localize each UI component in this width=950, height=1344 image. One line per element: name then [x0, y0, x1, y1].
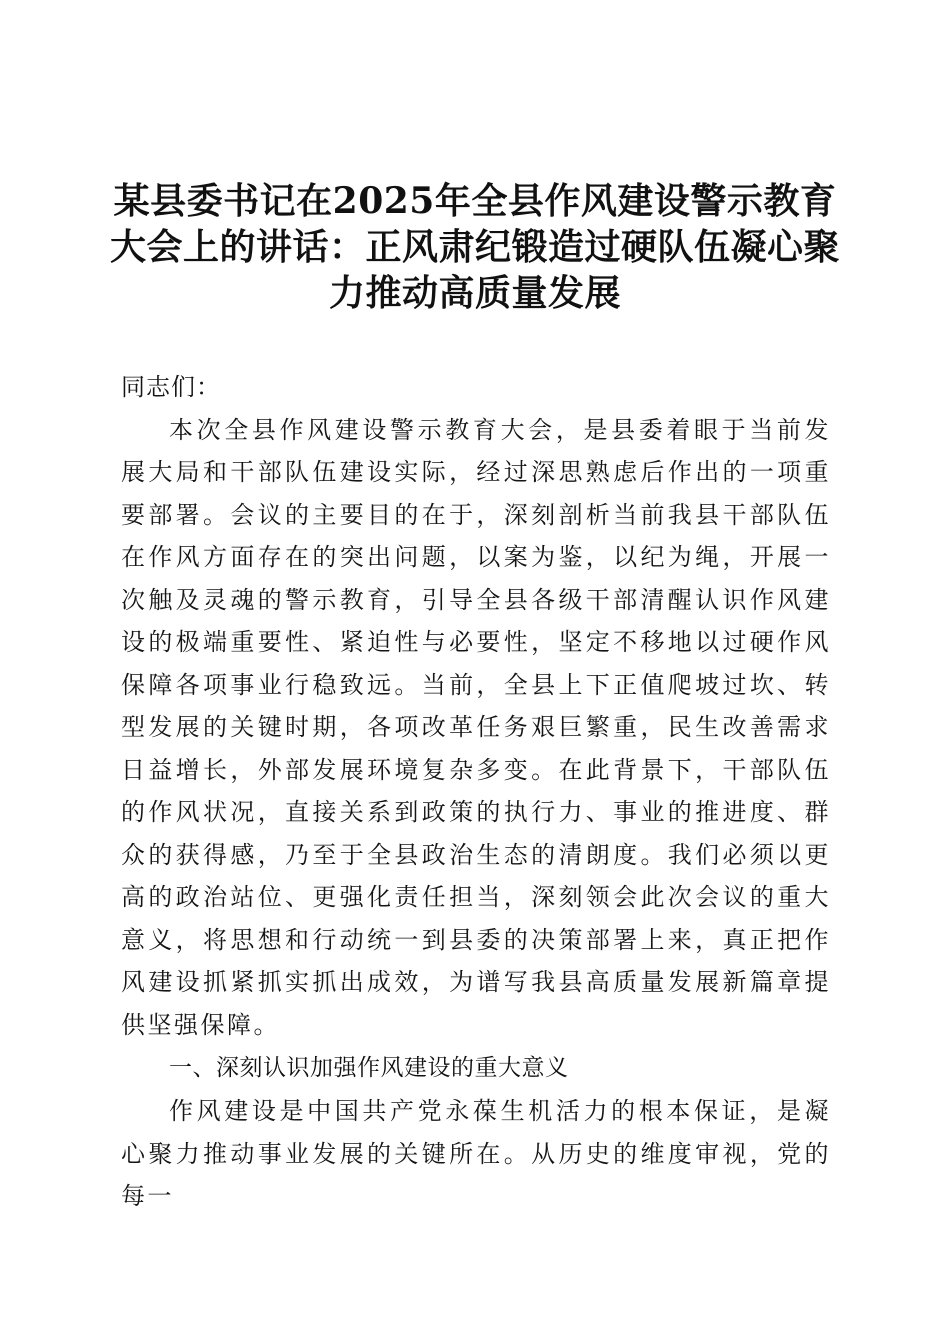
- salutation: 同志们：: [121, 373, 221, 401]
- paragraph-intro: 本次全县作风建设警示教育大会，是县委着眼于当前发展大局和干部队伍建设实际，经过深思熟虑后作出的一项重要部署。会议的主要目的在于，深刻剖析当前我县干部队伍在作风方面存在的突出问题，以案为鉴，以纪为绳，开展一次触及灵魂的警示教育，引导全县各级干部清醒认识作风建设的极端重要性、紧迫性与必要性，坚定不移地以过硬作风保障各项事业行稳致远。当前，全县上下正值爬坡过坎、转型发展的关键时期，各项改革任务艰巨繁重，民生改善需求日益增长，外部发展环境复杂多变。在此背景下，干部队伍的作风状况，直接关系到政策的执行力、事业的推进度、群众的获得感，乃至于全县政治生态的清朗度。我们必须以更高的政治站位、更强化责任担当，深刻领会此次会议的重大意义，将思想和行动统一到县委的决策部署上来，真正把作风建设抓紧抓实抓出成效，为谱写我县高质量发展新篇章提供坚强保障。: [121, 415, 831, 1039]
- document-title: 某县委书记在2025年全县作风建设警示教育大会上的讲话：正风肃纪锻造过硬队伍凝心聚力推动高质量发展: [109, 180, 840, 314]
- section-heading-1: 一、深刻认识加强作风建设的重大意义: [169, 1055, 569, 1081]
- document-body: [121, 366, 831, 1218]
- paragraph-section-1: 作风建设是中国共产党永葆生机活力的根本保证，是凝心聚力推动事业发展的关键所在。从历史的维度审视，党的每一: [121, 1097, 831, 1210]
